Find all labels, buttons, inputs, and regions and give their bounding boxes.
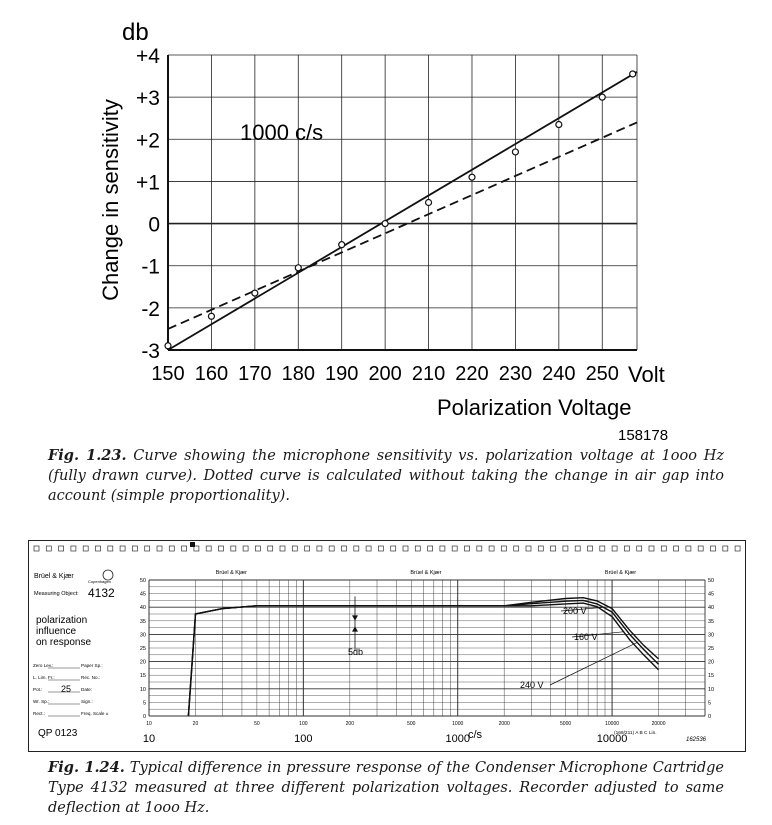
freq-tick-label-20: 20 — [192, 721, 199, 727]
solid-curve-line — [168, 72, 637, 350]
label-200v: 200 V — [563, 606, 587, 616]
freq-tick-label-20000: 20000 — [651, 721, 666, 727]
measuring-object-label: Measuring Object: — [34, 591, 79, 597]
x-tick-label-200: 200 — [368, 363, 402, 385]
serial-number: 162536 — [686, 737, 707, 743]
sprocket-hole — [711, 546, 716, 551]
y-tick-label-+2: +2 — [136, 129, 160, 153]
figure2-caption-text: Typical difference in pressure response of the Condenser Microphone Cartridge Type 4132 measured at three different polarization voltages. Recorder adjusted to same deflection at 1ooo Hz. — [48, 760, 725, 816]
db-tick-label-left-0: 0 — [142, 714, 146, 720]
sprocket-hole — [575, 546, 580, 551]
sprocket-hole — [206, 546, 211, 551]
brand-sub: Copenhagen — [88, 579, 111, 584]
sprocket-hole — [477, 546, 482, 551]
db-tick-label-right-35: 35 — [708, 618, 715, 625]
x-tick-label-250: 250 — [585, 363, 619, 385]
db-tick-label-left-10: 10 — [139, 686, 146, 693]
sprocket-hole — [96, 546, 101, 551]
label-240v: 240 V — [520, 680, 544, 690]
x-tick-label-180: 180 — [281, 363, 315, 385]
db-tick-label-right-45: 45 — [708, 591, 715, 598]
sprocket-hole — [526, 546, 531, 551]
freq-tick-label-5000: 5000 — [560, 721, 572, 727]
sprocket-hole — [34, 546, 39, 551]
db-tick-label-left-40: 40 — [139, 605, 146, 612]
freq-major-label-10000: 10000 — [596, 733, 628, 745]
data-point-220 — [469, 174, 475, 180]
freq-tick-label-10000: 10000 — [605, 721, 620, 727]
db-tick-label-right-5: 5 — [708, 700, 712, 707]
sprocket-hole — [59, 546, 64, 551]
sprocket-hole — [292, 546, 297, 551]
brand-left: Brüel & Kjær — [34, 573, 74, 580]
db-tick-label-left-20: 20 — [139, 659, 146, 666]
db-tick-label-right-25: 25 — [708, 646, 715, 652]
scale-marker-5db: 5db — [348, 647, 364, 657]
sprocket-hole — [415, 546, 420, 551]
dashed-curve-line — [168, 122, 637, 328]
freq-tick-label-100: 100 — [299, 721, 308, 727]
chart-brand-1: Brüel & Kjær — [410, 570, 442, 576]
x-unit-c-s: c/s — [468, 729, 483, 741]
y-tick-label-+3: +3 — [136, 87, 160, 111]
sprocket-hole — [305, 546, 310, 551]
x-tick-label-170: 170 — [238, 363, 272, 385]
x-unit-label: Volt — [628, 362, 665, 387]
data-point-257 — [630, 71, 636, 77]
sprocket-hole — [489, 546, 494, 551]
title-line-1: polarization — [36, 615, 88, 626]
db-tick-label-left-5: 5 — [142, 700, 146, 707]
title-line-3: on response — [36, 637, 92, 648]
freq-tick-label-200: 200 — [345, 721, 354, 727]
db-tick-label-right-40: 40 — [708, 605, 715, 612]
figure2-grid — [149, 580, 705, 716]
sprocket-hole — [674, 546, 679, 551]
sprocket-hole — [551, 546, 556, 551]
y-tick-label-+1: +1 — [136, 171, 160, 195]
x-tick-label-240: 240 — [542, 363, 576, 385]
figure2-caption-label: Fig. 1.24. — [48, 759, 125, 776]
freq-tick-label-1000: 1000 — [452, 721, 464, 727]
sprocket-hole — [120, 546, 125, 551]
db-tick-label-left-50: 50 — [139, 578, 146, 584]
data-point-150 — [165, 343, 171, 349]
figure-number: 158178 — [618, 427, 669, 444]
sprocket-hole — [354, 546, 359, 551]
sprocket-hole — [83, 546, 88, 551]
sprocket-hole — [465, 546, 470, 551]
sprocket-hole — [600, 546, 605, 551]
form-field: Rect.: — [33, 711, 45, 716]
sprocket-hole — [231, 546, 236, 551]
data-point-230 — [512, 149, 518, 155]
x-tick-label-150: 150 — [151, 363, 185, 385]
data-point-160 — [208, 313, 214, 319]
sprocket-hole — [366, 546, 371, 551]
figure1-labels — [136, 45, 619, 385]
measuring-object-value: 4132 — [88, 586, 115, 600]
data-point-210 — [426, 200, 432, 206]
x-tick-label-160: 160 — [194, 363, 229, 385]
db-tick-label-left-35: 35 — [139, 618, 146, 625]
sprocket-hole — [403, 546, 408, 551]
form-field: Wr. Sp.: — [33, 699, 50, 704]
sprocket-hole — [649, 546, 654, 551]
y-tick-label--1: -1 — [141, 255, 160, 279]
y-axis-title: Change in sensitivity — [98, 99, 123, 301]
sprocket-hole — [686, 546, 691, 551]
sprocket-hole — [280, 546, 285, 551]
figure-1-24-recorder-chart — [28, 540, 746, 752]
data-point-240 — [556, 122, 562, 128]
freq-major-label-10: 10 — [142, 733, 156, 745]
sprocket-hole — [169, 546, 174, 551]
sprocket-hole — [132, 546, 137, 551]
sprocket-hole — [440, 546, 445, 551]
x-axis-title: Polarization Voltage — [437, 395, 632, 420]
db-tick-label-left-25: 25 — [139, 646, 146, 652]
sprocket-hole — [637, 546, 642, 551]
figure2-caption — [48, 758, 724, 818]
sprocket-hole — [612, 546, 617, 551]
freq-tick-label-500: 500 — [407, 721, 416, 727]
annotation-frequency: 1000 c/s — [240, 120, 324, 145]
x-tick-label-210: 210 — [411, 363, 446, 385]
sprocket-hole — [588, 546, 593, 551]
sprocket-hole — [71, 546, 76, 551]
db-tick-label-right-50: 50 — [708, 578, 715, 584]
title-line-2: influence — [36, 626, 77, 637]
form-field: Zero Lev.: — [33, 663, 54, 668]
sprocket-hole — [145, 546, 150, 551]
x-tick-label-220: 220 — [455, 363, 489, 385]
data-point-200 — [382, 221, 388, 227]
sprocket-hole — [538, 546, 543, 551]
x-tick-label-230: 230 — [498, 363, 533, 385]
db-tick-label-right-30: 30 — [708, 632, 715, 639]
sprocket-hole — [219, 546, 224, 551]
y-tick-label-+4: +4 — [136, 45, 160, 68]
sprocket-hole — [157, 546, 162, 551]
figure1-caption — [48, 446, 724, 506]
x-tick-label-190: 190 — [325, 363, 359, 385]
db-tick-label-left-30: 30 — [139, 632, 146, 639]
sprocket-hole — [735, 546, 740, 551]
sprocket-hole — [723, 546, 728, 551]
sprocket-hole — [317, 546, 322, 551]
data-point-180 — [295, 265, 301, 271]
sprocket-hole — [255, 546, 260, 551]
sprocket-hole — [268, 546, 273, 551]
sprocket-hole — [108, 546, 113, 551]
sprocket-hole — [378, 546, 383, 551]
sprocket-hole — [452, 546, 457, 551]
sprocket-hole — [501, 546, 506, 551]
y-unit-label: db — [122, 19, 149, 46]
sprocket-hole — [624, 546, 629, 551]
db-tick-label-right-10: 10 — [708, 686, 715, 693]
y-tick-label--2: -2 — [141, 297, 160, 321]
freq-tick-label-2000: 2000 — [498, 721, 510, 727]
db-tick-label-left-45: 45 — [139, 591, 146, 598]
freq-tick-label-50: 50 — [254, 721, 260, 727]
form-field: Date: — [81, 687, 92, 692]
freq-major-label-1000: 1000 — [445, 733, 470, 745]
form-field: L. Lim. Fr.: — [33, 675, 55, 680]
chart-brand-0: Brüel & Kjær — [215, 570, 247, 576]
db-tick-label-right-0: 0 — [708, 714, 712, 720]
marker-square — [190, 542, 195, 547]
form-field: Rec. No.: — [81, 675, 101, 680]
data-point-170 — [252, 290, 258, 296]
figure1-caption-text: Curve showing the microphone sensitivity vs. polarization voltage at 1ooo Hz (fully drawn curve). Dotted curve is calculated without taking the change in air gap into account (simple proportionality). — [48, 448, 724, 504]
sprocket-hole — [329, 546, 334, 551]
figure1-caption-label: Fig. 1.23. — [48, 447, 127, 464]
y-tick-label--3: -3 — [141, 340, 160, 363]
label-160v: 160 V — [574, 632, 598, 642]
right-code: (169/211) A B C Lin. — [614, 731, 657, 736]
sprocket-hole — [243, 546, 248, 551]
sprocket-hole — [342, 546, 347, 551]
form-field: Freq. Scale ± — [81, 711, 109, 716]
y-tick-label-0: 0 — [148, 213, 160, 237]
sprocket-hole — [428, 546, 433, 551]
db-tick-label-left-15: 15 — [139, 673, 146, 680]
form-field: Pot.: — [33, 687, 43, 692]
db-tick-label-right-20: 20 — [708, 659, 715, 666]
sprocket-hole — [182, 546, 187, 551]
chart-brand-2: Brüel & Kjær — [604, 570, 637, 576]
data-point-250 — [599, 94, 605, 100]
freq-major-label-100: 100 — [294, 733, 313, 745]
sprocket-hole — [46, 546, 51, 551]
paper-code: QP 0123 — [38, 728, 78, 739]
form-field: Sign.: — [81, 699, 93, 704]
pot-value: 25 — [61, 684, 72, 694]
sprocket-hole — [661, 546, 666, 551]
form-field: Paper Sp.: — [81, 663, 103, 668]
sprocket-hole — [391, 546, 396, 551]
sprocket-hole — [563, 546, 568, 551]
figure1-axes — [168, 55, 637, 350]
sprocket-hole — [698, 546, 703, 551]
figure1-grid — [168, 55, 637, 350]
data-point-190 — [339, 242, 345, 248]
sprocket-hole — [514, 546, 519, 551]
freq-tick-label-10: 10 — [146, 721, 152, 727]
db-tick-label-right-15: 15 — [708, 673, 715, 680]
